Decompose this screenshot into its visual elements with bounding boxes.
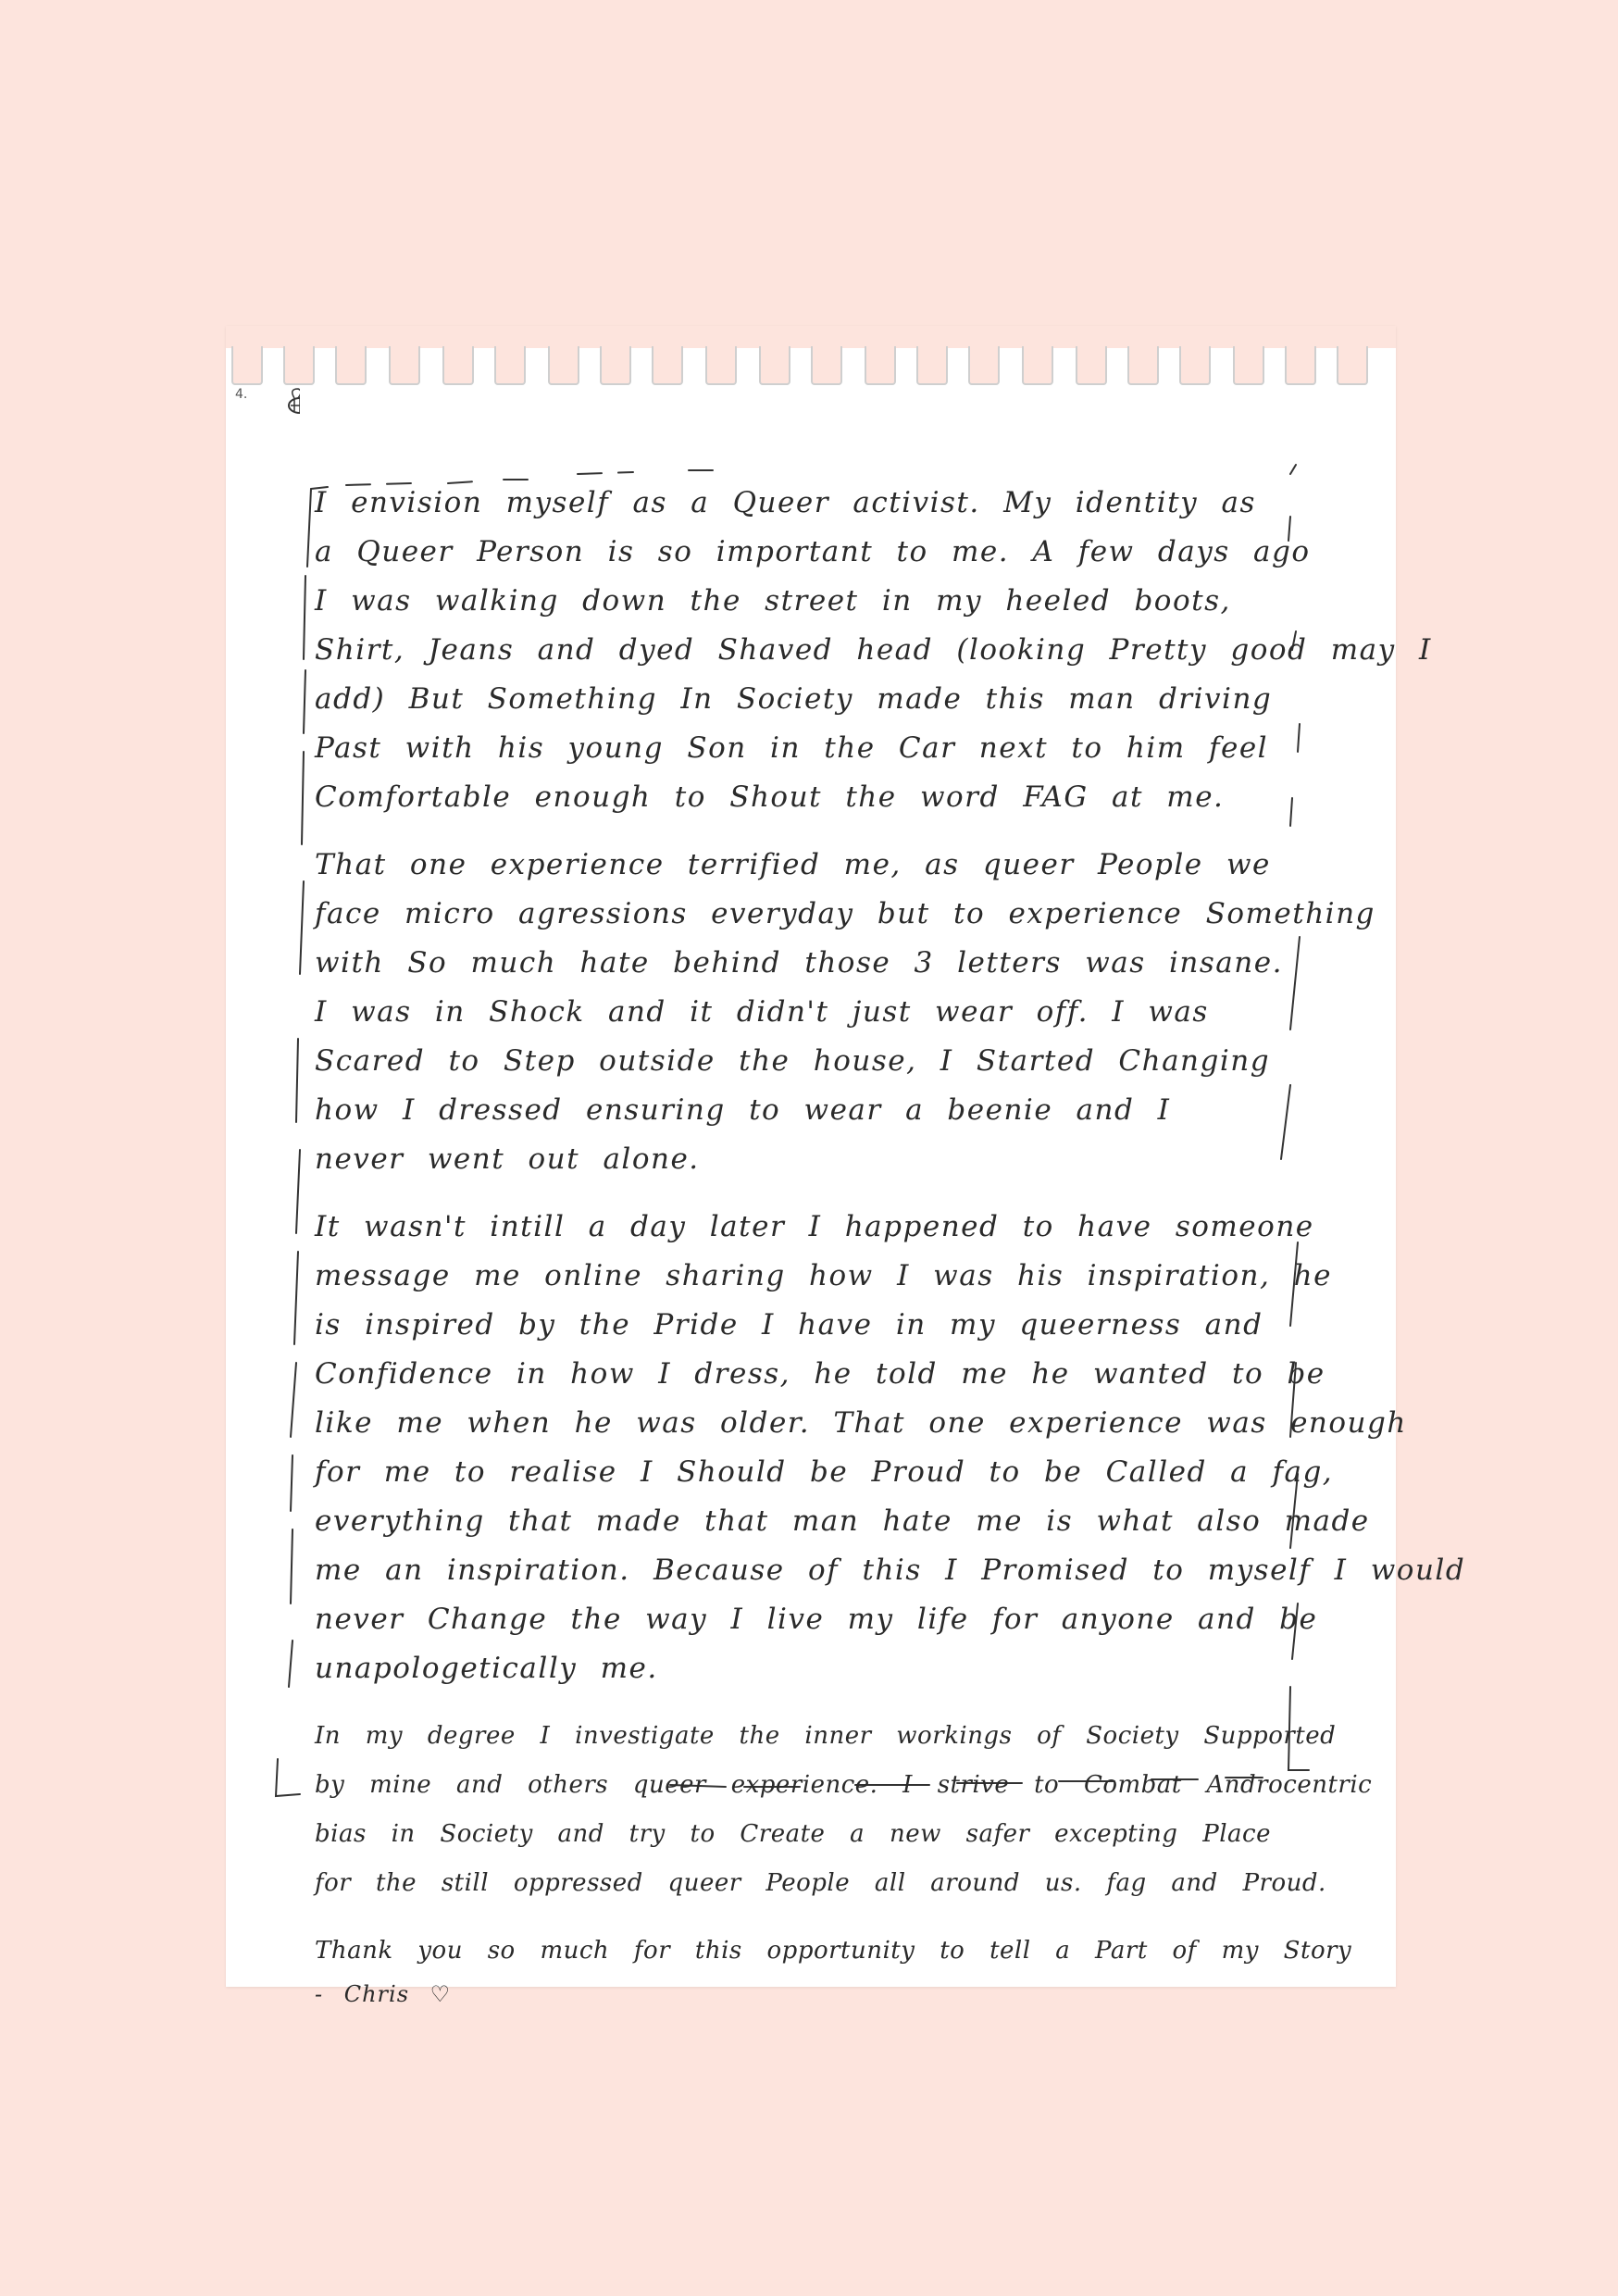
letter-line: message me online sharing how I was his inspiration, he	[315, 1259, 1332, 1292]
thank-you-line: Thank you so much for this opportunity to tell a Part of my Story	[315, 1937, 1352, 1965]
letter-line: I was in Shock and it didn't just wear off. I was	[315, 995, 1209, 1029]
notebook-page	[226, 326, 1466, 2007]
paragraph-3	[315, 1203, 1466, 1693]
paragraph-1	[315, 479, 1432, 822]
handwritten-letter	[315, 479, 1466, 2013]
letter-line: I was walking down the street in my heeled boots,	[315, 584, 1231, 618]
letter-line: everything that made that man hate me is what also made	[315, 1504, 1370, 1538]
letter-line: That one experience terrified me, as queer People we	[315, 848, 1271, 881]
letter-line: is inspired by the Pride I have in my queerness and	[315, 1308, 1263, 1341]
letter-line: by mine and others queer experience. I strive to Combat Androcentric	[315, 1771, 1373, 1799]
letter-line: never went out alone.	[315, 1142, 700, 1176]
signature: - Chris ♡	[315, 1981, 452, 2007]
letter-line: face micro agressions everyday but to experience Something	[315, 897, 1375, 930]
paragraph-4	[315, 1712, 1373, 1908]
letter-line: for the still oppressed queer People all around us. fag and Proud.	[315, 1869, 1326, 1897]
letter-line: Confidence in how I dress, he told me he wanted to be	[315, 1357, 1326, 1391]
letter-line: In my degree I investigate the inner workings of Society Supported	[315, 1722, 1337, 1750]
letter-line: like me when he was older. That one experience was enough	[315, 1406, 1407, 1440]
letter-line: bias in Society and try to Create a new safer excepting Place	[315, 1820, 1271, 1848]
page-number-note: 4.	[235, 387, 248, 402]
letter-line: Comfortable enough to Shout the word FAG at me.	[315, 780, 1225, 814]
letter-line: Scared to Step outside the house, I Started Changing	[315, 1044, 1271, 1078]
closing	[315, 1927, 1352, 2013]
letter-line: never Change the way I live my life for anyone and be	[315, 1603, 1318, 1636]
letter-line: It wasn't intill a day later I happened to have someone	[315, 1210, 1314, 1243]
letter-line: Past with his young Son in the Car next to him feel	[315, 731, 1269, 765]
letter-line: unapologetically me.	[315, 1652, 658, 1685]
letter-line: I envision myself as a Queer activist. My identity as	[315, 486, 1256, 519]
letter-line: add) But Something In Society made this man driving	[315, 682, 1273, 716]
paragraph-2	[315, 841, 1375, 1184]
letter-line: me an inspiration. Because of this I Promised to myself I would	[315, 1554, 1466, 1587]
letter-line: for me to realise I Should be Proud to be Called a fag,	[315, 1455, 1334, 1489]
letter-line: how I dressed ensuring to wear a beenie and I	[315, 1093, 1171, 1127]
letter-line: a Queer Person is so important to me. A few days ago	[315, 535, 1311, 568]
letter-line: Shirt, Jeans and dyed Shaved head (looking Pretty good may I	[315, 633, 1432, 667]
letter-line: with So much hate behind those 3 letters was insane.	[315, 946, 1283, 980]
